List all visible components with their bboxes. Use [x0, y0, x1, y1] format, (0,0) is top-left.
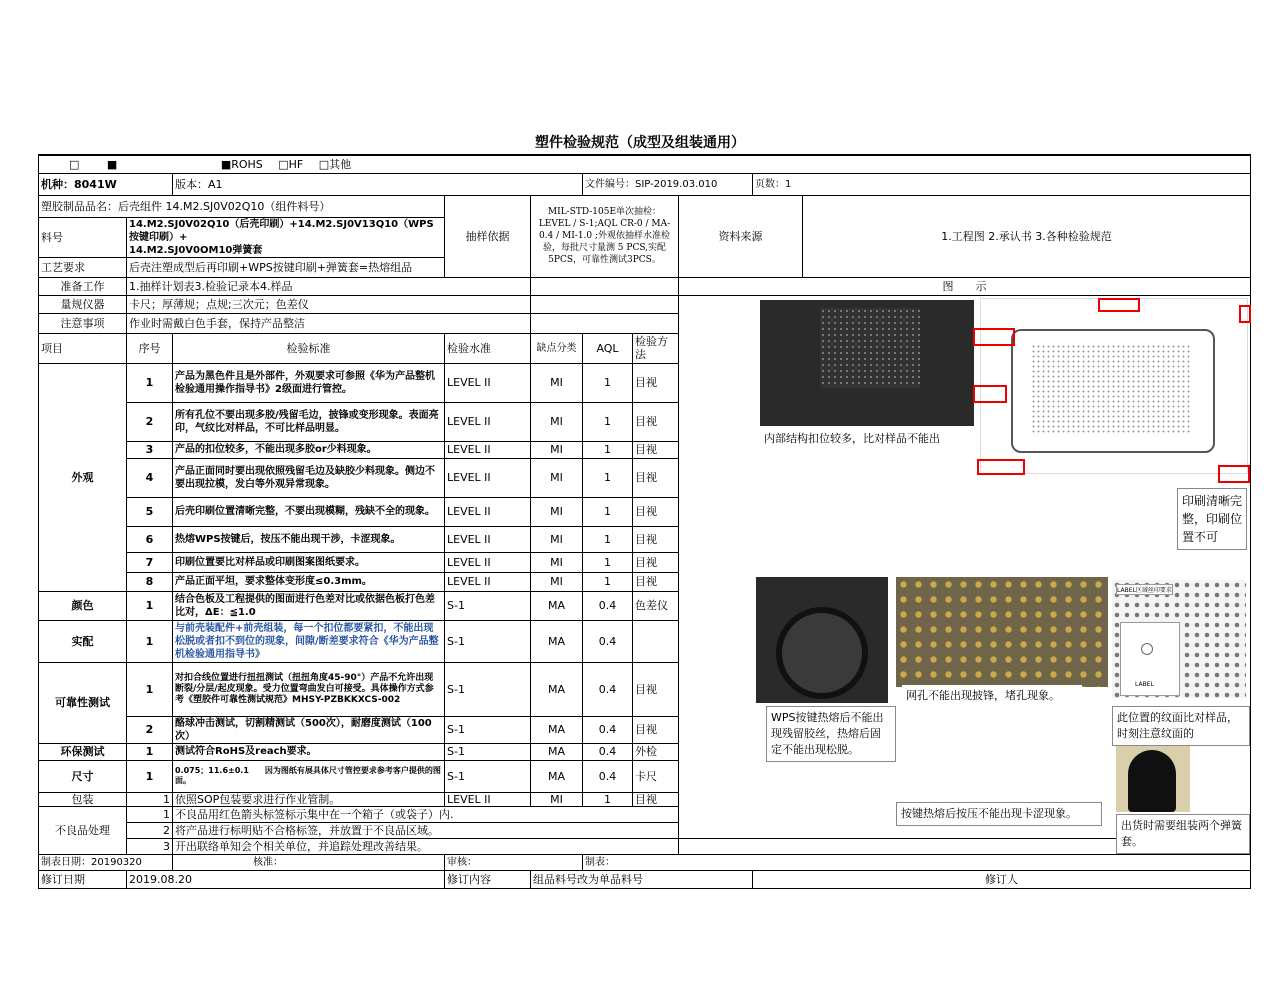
- label-area: [1120, 622, 1180, 696]
- level-cell: LEVEL II: [445, 441, 531, 458]
- table-row: [39, 838, 1251, 854]
- group-defective: 不良品处理: [39, 806, 127, 854]
- mesh-photo: [896, 577, 1108, 687]
- defect-cell: MI: [531, 497, 583, 526]
- seq-cell: 1: [127, 662, 173, 716]
- col-seq: 序号: [127, 333, 173, 363]
- process-label: 工艺要求: [39, 257, 127, 277]
- seq-cell: 5: [127, 497, 173, 526]
- drawing-grid: [1031, 344, 1191, 434]
- rev-date: 2019.08.20: [127, 870, 445, 888]
- process-text: 后壳注塑成型后再印刷+WPS按键印刷+弹簧套=热熔组品: [127, 257, 445, 277]
- method-cell: 目视: [633, 572, 679, 591]
- group-appearance: 外观: [39, 363, 127, 591]
- seq-cell: 4: [127, 458, 173, 497]
- rev-date-label: 修订日期: [39, 870, 127, 888]
- seq-cell: 1: [127, 743, 173, 760]
- version: 版本：A1: [173, 173, 583, 195]
- spring-sleeve-photo: [1116, 746, 1190, 812]
- defect-cell: MA: [531, 591, 583, 620]
- seq-cell: 2: [127, 822, 173, 838]
- level-cell: S-1: [445, 760, 531, 792]
- part-name: 塑胶制品品名：后壳组件 14.M2.SJ0V02Q10（组件料号）: [39, 195, 445, 217]
- document-title: 塑件检验规范（成型及组装通用）: [535, 135, 745, 151]
- notes-label: 注意事项: [39, 313, 127, 333]
- criteria-cell: 产品的扣位较多，不能出现多胶or少料现象。: [173, 441, 445, 458]
- method-cell: 目视: [633, 662, 679, 716]
- aql-cell: 1: [583, 363, 633, 402]
- rev-content-label: 修订内容: [445, 870, 531, 888]
- seq-cell: 6: [127, 526, 173, 552]
- model: 机种：8041W: [39, 173, 173, 195]
- level-cell: LEVEL II: [445, 497, 531, 526]
- method-cell: 目视: [633, 402, 679, 441]
- method-cell: [633, 620, 679, 662]
- method-cell: 目视: [633, 526, 679, 552]
- doc-number: 文件编号：SIP-2019.03.010: [583, 173, 753, 195]
- sampling-label: 抽样依据: [445, 195, 531, 277]
- level-cell: S-1: [445, 591, 531, 620]
- page-count: 页数：1: [753, 173, 1251, 195]
- criteria-cell: 与前壳装配件+前壳组装，每一个扣位都要紧扣，不能出现松脱或者扣不到位的现象，间隙/断差要求符合《华为产品整机检验通用指导书》: [173, 620, 445, 662]
- seq-cell: 1: [127, 760, 173, 792]
- method-cell: 目视: [633, 716, 679, 743]
- aql-cell: 0.4: [583, 743, 633, 760]
- criteria-cell: 产品正面平坦，要求整体变形度≤0.3mm。: [173, 572, 445, 591]
- aql-cell: 1: [583, 441, 633, 458]
- level-cell: LEVEL II: [445, 526, 531, 552]
- col-criteria: 检验标准: [173, 333, 445, 363]
- method-cell: 目视: [633, 363, 679, 402]
- housing-photo: [760, 300, 974, 426]
- tools-label: 量规仪器: [39, 295, 127, 313]
- texture-drawing: [1112, 580, 1246, 698]
- col-method: 检验方法: [633, 333, 679, 363]
- defect-cell: MI: [531, 363, 583, 402]
- defect-cell: MI: [531, 526, 583, 552]
- seq-cell: 1: [127, 363, 173, 402]
- inspection-sheet: [38, 154, 1251, 889]
- approve-label: 核准：: [173, 854, 445, 870]
- figure-label: 图 示: [679, 277, 1251, 295]
- caption-mesh: 网孔不能出现披锋，堵孔现象。: [902, 685, 1082, 707]
- red-marker: [973, 328, 1015, 346]
- checkbox-empty: □: [69, 157, 80, 171]
- defect-cell: MI: [531, 792, 583, 806]
- caption-texture: 此位置的纹面比对样品，时刻注意纹面的: [1112, 706, 1250, 746]
- seq-cell: 1: [127, 792, 173, 806]
- tools-text: 卡尺；厚薄规；点规;三次元；色差仪: [127, 295, 531, 313]
- aql-cell: 1: [583, 572, 633, 591]
- wps-button-photo: [756, 577, 888, 703]
- rev-content: 组品料号改为单品料号: [531, 870, 753, 888]
- seq-cell: 8: [127, 572, 173, 591]
- method-cell: 目视: [633, 441, 679, 458]
- aql-cell: 1: [583, 552, 633, 572]
- group-reliability: 可靠性测试: [39, 662, 127, 743]
- seq-cell: 2: [127, 716, 173, 743]
- level-cell: S-1: [445, 662, 531, 716]
- seq-cell: 1: [127, 591, 173, 620]
- criteria-cell: 酪球冲击测试，切割精测试（500次），耐磨度测试（100次）: [173, 716, 445, 743]
- criteria-cell: 测试符合RoHS及reach要求。: [173, 743, 445, 760]
- criteria-cell: 印刷位置要比对样品或印刷图案图纸要求。: [173, 552, 445, 572]
- method-cell: 目视: [633, 497, 679, 526]
- aql-cell: 0.4: [583, 716, 633, 743]
- method-cell: 卡尺: [633, 760, 679, 792]
- defect-cell: MI: [531, 441, 583, 458]
- aql-cell: 1: [583, 458, 633, 497]
- col-level: 检验水准: [445, 333, 531, 363]
- group-fit: 实配: [39, 620, 127, 662]
- group-packing: 包装: [39, 792, 127, 806]
- part-no: [127, 217, 445, 257]
- col-aql: AQL: [583, 333, 633, 363]
- criteria-cell: 开出联络单知会个相关单位，并追踪处理改善结果。: [173, 838, 679, 854]
- level-cell: LEVEL II: [445, 402, 531, 441]
- aql-cell: 0.4: [583, 760, 633, 792]
- made-date: 制表日期：20190320: [39, 854, 173, 870]
- seq-cell: 1: [127, 806, 173, 822]
- source-label: 资料来源: [679, 195, 803, 277]
- red-marker: [1239, 305, 1251, 323]
- method-cell: 目视: [633, 792, 679, 806]
- method-cell: 目视: [633, 458, 679, 497]
- group-color: 颜色: [39, 591, 127, 620]
- prep-text: 1.抽样计划表3.检验记录本4.样品: [127, 277, 531, 295]
- col-item: 项目: [39, 333, 127, 363]
- aql-cell: 1: [583, 497, 633, 526]
- level-cell: LEVEL II: [445, 458, 531, 497]
- prep-label: 准备工作: [39, 277, 127, 295]
- defect-cell: MA: [531, 760, 583, 792]
- criteria-cell: 后壳印刷位置清晰完整，不要出现模糊，残缺不全的现象。: [173, 497, 445, 526]
- group-dimension: 尺寸: [39, 760, 127, 792]
- red-marker: [977, 459, 1025, 475]
- method-cell: 目视: [633, 552, 679, 572]
- seq-cell: 3: [127, 441, 173, 458]
- reviser-label: 修订人: [753, 870, 1251, 888]
- sleeve-shape: [1128, 750, 1176, 812]
- defect-cell: MI: [531, 572, 583, 591]
- standards-row: [39, 155, 1251, 173]
- notes-text: 作业时需戴白色手套，保持产品整洁: [127, 313, 531, 333]
- part-no-line2: 14.M2.SJ0V0OM10弹簧套: [129, 244, 263, 256]
- criteria-cell: 结合色板及工程提供的图面进行色差对比或依据色板打色差比对，ΔE：≦1.0: [173, 591, 445, 620]
- made-by-label: 制表：: [583, 854, 1251, 870]
- criteria-cell: 将产品进行标明贴不合格标签，并放置于不良品区域。: [173, 822, 679, 838]
- defect-cell: MI: [531, 402, 583, 441]
- criteria-cell: 依照SOP包装要求进行作业管制。: [173, 792, 445, 806]
- label-text: LABEL: [1135, 681, 1154, 688]
- level-cell: S-1: [445, 743, 531, 760]
- level-cell: S-1: [445, 716, 531, 743]
- level-cell: LEVEL II: [445, 572, 531, 591]
- method-cell: 外检: [633, 743, 679, 760]
- other-option: □其他: [318, 157, 352, 171]
- defect-cell: MI: [531, 552, 583, 572]
- label-area-tag: LABEL区域丝印要求: [1116, 584, 1173, 595]
- part-no-label: 料号: [39, 217, 127, 257]
- aql-cell: 0.4: [583, 591, 633, 620]
- rohs-option: ■ROHS: [220, 157, 263, 171]
- review-label: 审核：: [445, 854, 583, 870]
- defect-cell: MA: [531, 743, 583, 760]
- defect-cell: MI: [531, 458, 583, 497]
- aql-cell: 1: [583, 526, 633, 552]
- criteria-cell: 对扣合线位置进行扭扭测试（扭扭角度45-90°）产品不允许出现断裂/分层/起皮现象。受力位置弯曲发白可接受。具体操作方式参考《塑胶件可靠性测试规范》MHSY-PZBKKXCS-002: [173, 662, 445, 716]
- aql-cell: 1: [583, 792, 633, 806]
- seq-cell: 7: [127, 552, 173, 572]
- seq-cell: 2: [127, 402, 173, 441]
- caption-print-clear: 印刷清晰完整，印刷位置不可: [1177, 488, 1247, 550]
- group-environment: 环保测试: [39, 743, 127, 760]
- aql-cell: 1: [583, 402, 633, 441]
- red-marker: [1098, 298, 1140, 312]
- defect-cell: MA: [531, 620, 583, 662]
- criteria-cell: 产品正面同时要出现依照残留毛边及缺胶少料现象。侧边不要出现拉模，发白等外观异常现象。: [173, 458, 445, 497]
- part-no-line1: 14.M2.SJ0V02Q10（后壳印刷）+14.M2.SJ0V13Q10（WPS按键印刷）+: [129, 218, 434, 243]
- level-cell: LEVEL II: [445, 792, 531, 806]
- checkbox-filled: ■: [106, 157, 118, 171]
- source-text: 1.工程图 2.承认书 3.各种检验规范: [803, 195, 1251, 277]
- criteria-cell: 0.075；11.6±0.1 因为图纸有展具体尺寸管控要求参考客户提供的图面。: [173, 760, 445, 792]
- aql-cell: 0.4: [583, 620, 633, 662]
- criteria-cell: 所有孔位不要出现多胶/残留毛边，披锋或变形现象。表面亮印，气纹比对样品，不可比样品明显。: [173, 402, 445, 441]
- sampling-text: MIL-STD-105E单次抽检：LEVEL / S-1;AQL CR-0 / MA-0.4 / MI-1.0 ;外观依抽样水准检验，每批尺寸量测 5 PCS,实配5PCS，可靠性测试3PCS。: [531, 195, 679, 277]
- red-marker: [973, 385, 1007, 403]
- red-marker: [1218, 465, 1250, 483]
- button-shape: [776, 607, 868, 699]
- criteria-cell: 产品为黑色件且是外部件，外观要求可参照《华为产品整机检验通用操作指导书》2级面进行管控。: [173, 363, 445, 402]
- hf-option: □HF: [278, 157, 304, 171]
- criteria-cell: 不良品用红色箭头标签标示集中在一个箱子（或袋子）内.: [173, 806, 679, 822]
- defect-cell: MA: [531, 716, 583, 743]
- hole-icon: [1141, 643, 1153, 655]
- engineering-drawing: [980, 298, 1248, 474]
- level-cell: S-1: [445, 620, 531, 662]
- caption-spring-sleeve: 出货时需要组装两个弹簧套。: [1116, 814, 1250, 854]
- defect-cell: MA: [531, 662, 583, 716]
- caption-inner-structure: 内部结构扣位较多，比对样品不能出: [760, 428, 976, 450]
- caption-wps: WPS按键热熔后不能出现残留胶丝，热熔后固定不能出现松脱。: [766, 706, 896, 762]
- level-cell: LEVEL II: [445, 552, 531, 572]
- criteria-cell: 热熔WPS按键后，按压不能出现干涉，卡涩现象。: [173, 526, 445, 552]
- seq-cell: 1: [127, 620, 173, 662]
- caption-button-press: 按键热熔后按压不能出现卡涩现象。: [896, 802, 1102, 826]
- col-defect: 缺点分类: [531, 333, 583, 363]
- seq-cell: 3: [127, 838, 173, 854]
- method-cell: 色差仪: [633, 591, 679, 620]
- aql-cell: 0.4: [583, 662, 633, 716]
- level-cell: LEVEL II: [445, 363, 531, 402]
